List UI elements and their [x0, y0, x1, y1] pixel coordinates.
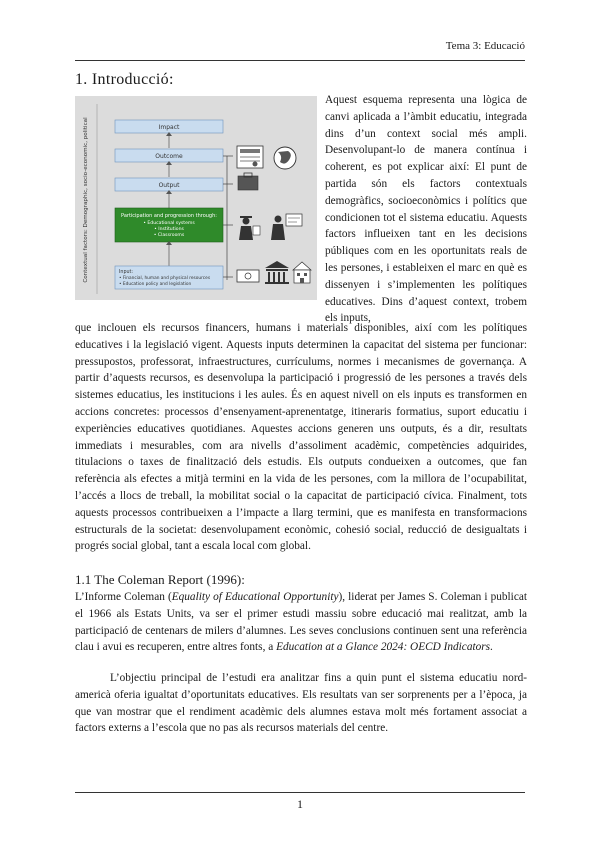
process-item: • Educational systems [143, 221, 195, 226]
input-item: • Financial, human and physical resources [119, 276, 211, 281]
output-label: Output [158, 182, 180, 189]
process-title: Participation and progression through: [121, 213, 217, 219]
logic-model-diagram [75, 96, 317, 300]
page-number: 1 [297, 797, 303, 811]
intro-paragraph-side: Aquest esquema representa una lògica de canvi aplicada a l’àmbit educatiu, integrada dins d’un context social més ampli. Desenvolupant-lo de manera contínua i coherent, es pot explicar així: El punt de partida són els factors contextuals demogràfics, socioeconòmics i polítics que condicionen tot el sistema educatiu. Aquests factors influeixen tant en les decisions públiques com en les oportunitats reals de les persones, i estableixen el marc en què es dissenyen i s’implementen les polítiques educatives. Dins d’aquest context, trobem els inputs, [325, 94, 527, 325]
header-rule [75, 60, 525, 61]
source-title: Education at a Glance 2024: OECD Indicators [276, 641, 491, 654]
globe-icon [274, 147, 296, 169]
section-title: 1. Introducció: [75, 71, 174, 88]
impact-label: Impact [158, 124, 180, 131]
money-icon [237, 270, 259, 282]
contextual-factors-label: Contextual factors: Demographic, socio-economic, political [83, 117, 89, 283]
subsection-title: 1.1 The Coleman Report (1996): [75, 572, 245, 587]
coleman-paragraph-2: L’objectiu principal de l’estudi era analitzar fins a quin punt el sistema educatiu nord-americà oferia igualtat d’oportunitats educatives. Els resultats van ser sorprenents per a l’època, ja que van mostrar que el rendiment acadèmic dels alumnes estava molt més fortament associat a factors externs a l’escola que no pas als recursos materials del centre. [75, 672, 527, 735]
logic-model-figure [75, 96, 317, 300]
process-item: • Classrooms [153, 233, 185, 238]
report-title: Equality of Educational Opportunity [171, 591, 339, 603]
input-title: Input: [119, 270, 134, 275]
running-header: Tema 3: Educació [445, 40, 525, 52]
coleman-paragraph-1: L’Informe Coleman (Equality of Educational Opportunity), liderat per James S. Coleman i publicat el 1966 als Estats Units, va ser el primer estudi massiu sobre educació mai realitzat, amb la participació de centenars de milers d’alumnes. Les seves conclusions continuen sent una referència clau i avui es recuperen, entre altres fonts, a Education at a Glance 2024: OECD Indicators. [75, 591, 527, 654]
process-item: • Institutions [154, 227, 184, 232]
input-item: • Education policy and legislation [119, 282, 192, 287]
intro-paragraph-continued: que inclouen els recursos financers, humans i materials disponibles, així com les polítiques educatives i la legislació vigent. Aquests inputs determinen la capacitat del sistema per funcionar: pressupostos, professorat, infraestructures, currículums, normes i mecanismes de governança. A partir d’aquests recursos, es desenvolupa la participació i progressió de les persones a través dels sistemes educatius, les institucions i les aules. És en aquest nivell on els inputs es transformen en accions concretes: processos d’ensenyament-aprenentatge, itineraris formatius, suport educatiu i experiències educatives quotidianes. Aquestes accions generen uns outputs, és a dir, resultats immediats i mesurables, com ara nivells d’assoliment acadèmic, competències adquirides, titulacions o taxes de finalització dels estudis. Els outputs condueixen a outcomes, que fan referència als efectes a mitjà termini en la vida de les persones, com la millora de l’ocupabilitat, l’accés a llocs de treball, la mobilitat social o la capacitat de participació cívica. Finalment, tots aquests processos contribueixen a l’impacte a llarg termini, que es manifesta en transformacions estructurals de la societat: desenvolupament econòmic, cohesió social, reducció de desigualtats i progrés social global, tant a escala local com global. [75, 322, 527, 553]
outcome-label: Outcome [155, 153, 183, 160]
certificate-icon [237, 146, 263, 168]
footer-rule [75, 792, 525, 793]
